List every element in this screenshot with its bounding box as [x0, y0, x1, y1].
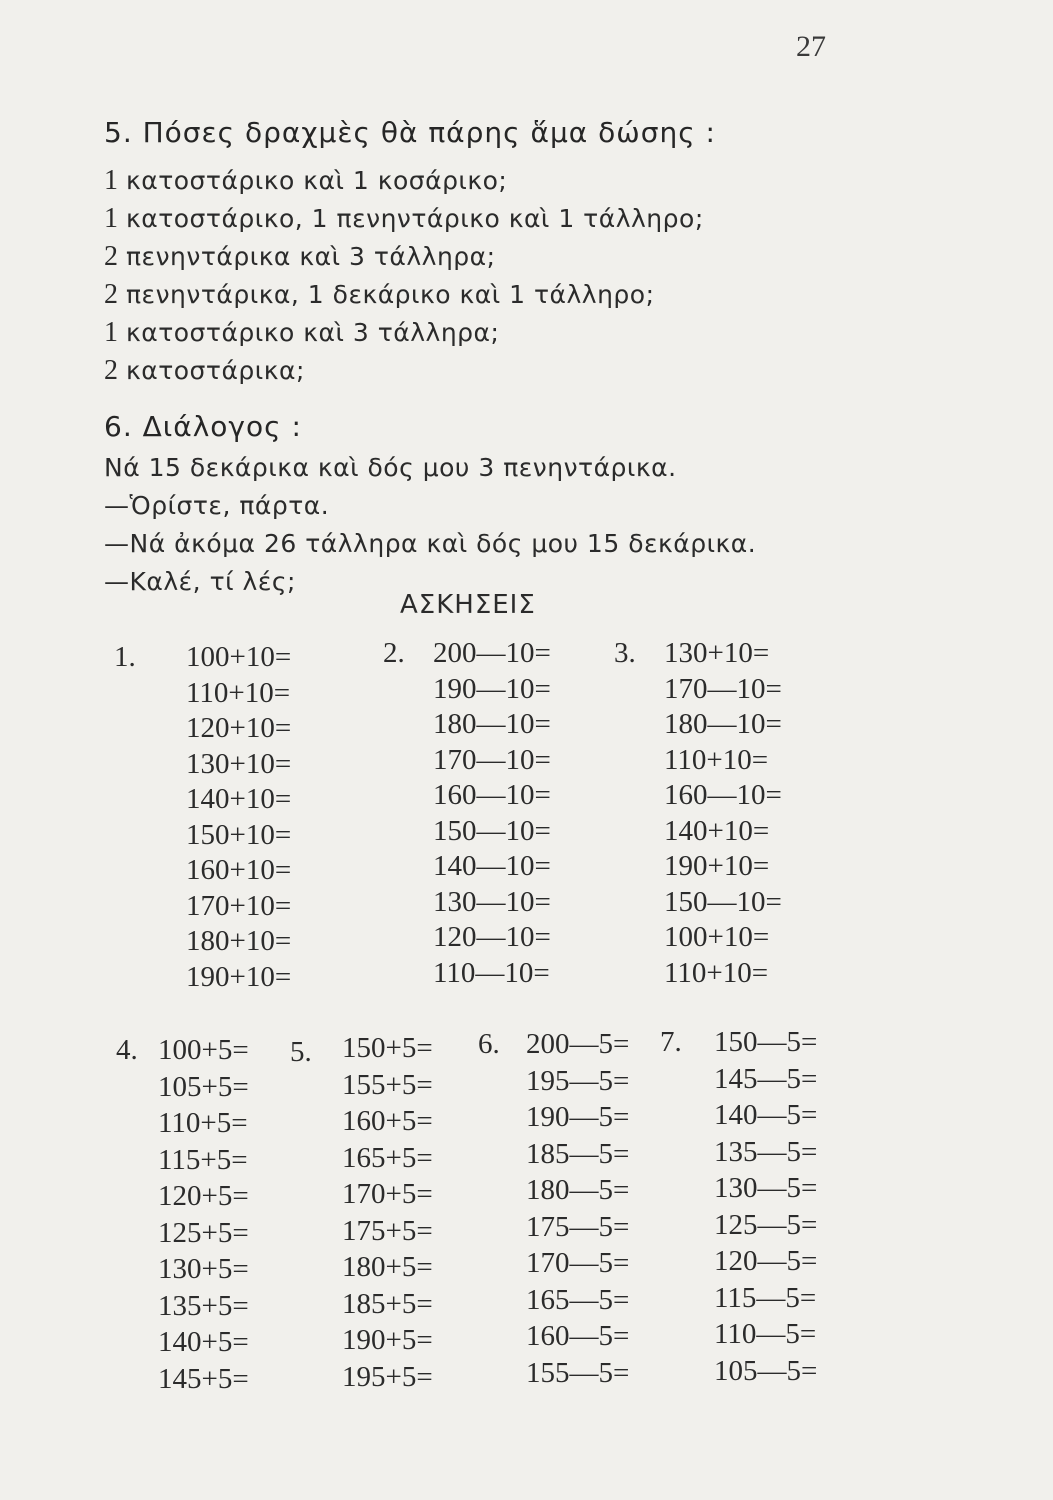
exercise-item: 160+10= — [186, 854, 292, 886]
exercise-item: 150—10= — [664, 885, 782, 918]
exercise-item: 115+5= — [158, 1143, 248, 1176]
exercise-item: 195+5= — [342, 1360, 433, 1393]
exercise-item: 130—10= — [433, 885, 551, 918]
exercise-7 — [660, 1024, 817, 1389]
exercise-label: 5. — [290, 1036, 312, 1068]
exercise-item: 170—10= — [433, 743, 551, 776]
exercise-item: 140—10= — [433, 850, 551, 882]
exercise-6 — [478, 1026, 629, 1391]
exercise-item: 180—10= — [664, 708, 782, 740]
exercise-4 — [116, 1032, 249, 1397]
exercises-title: ΑΣΚΗΣΕΙΣ — [400, 590, 536, 620]
exercise-item: 150—10= — [433, 814, 551, 847]
exercise-item: 180+5= — [342, 1251, 433, 1283]
exercise-item: 150—5= — [714, 1026, 818, 1058]
dialogue-line: —Ὁρίστε, πάρτα. — [104, 491, 330, 520]
exercise-item: 120+10= — [186, 712, 292, 744]
exercise-item: 160+5= — [342, 1105, 433, 1137]
exercise-item: 160—10= — [664, 779, 782, 811]
list-item: 1 κατοστάρικο καὶ 3 τάλληρα; — [104, 317, 500, 348]
exercise-item: 190+10= — [664, 850, 770, 882]
exercise-item: 170+5= — [342, 1178, 433, 1210]
exercise-item: 175—5= — [526, 1210, 630, 1243]
exercise-item: 140+10= — [664, 814, 770, 847]
exercise-item: 130+10= — [186, 747, 292, 780]
exercise-item: 135+5= — [158, 1289, 249, 1322]
list-item: 1 κατοστάρικο καὶ 1 κοσάρικο; — [104, 165, 508, 196]
section-5-heading: 5. Πόσες δραχμὲς θὰ πάρης ἅμα δώσης : — [104, 116, 716, 149]
exercise-2 — [383, 636, 551, 991]
exercise-item: 190—10= — [433, 672, 551, 705]
exercise-item: 120—10= — [433, 921, 551, 953]
exercise-item: 165—5= — [526, 1283, 630, 1316]
exercise-label: 7. — [660, 1026, 682, 1058]
exercise-item: 110+5= — [158, 1107, 248, 1139]
exercise-item: 170+10= — [186, 889, 292, 922]
exercise-item: 165+5= — [342, 1141, 433, 1174]
exercise-item: 145+5= — [158, 1362, 249, 1395]
exercise-item: 195—5= — [526, 1064, 630, 1097]
exercise-item: 110—5= — [714, 1318, 817, 1350]
exercise-item: 130+5= — [158, 1253, 249, 1285]
dialogue-line: Νά 15 δεκάρικα καὶ δός μου 3 πενηντάρικα. — [104, 453, 677, 482]
exercise-item: 170—5= — [526, 1247, 630, 1279]
exercise-item: 140—5= — [714, 1099, 818, 1131]
exercise-item: 185+5= — [342, 1287, 433, 1320]
exercise-item: 140+5= — [158, 1326, 249, 1358]
list-item: 1 κατοστάρικο, 1 πενηντάρικο καὶ 1 τάλληρο; — [104, 203, 704, 234]
exercise-item: 190+5= — [342, 1324, 433, 1356]
exercise-label: 6. — [478, 1028, 500, 1060]
list-item: 2 πενηντάρικα, 1 δεκάρικο καὶ 1 τάλληρο; — [104, 279, 655, 310]
exercise-item: 110+10= — [664, 956, 769, 989]
exercise-item: 155+5= — [342, 1068, 433, 1101]
exercise-label: 3. — [614, 637, 636, 669]
section-6-heading: 6. Διάλογος : — [104, 410, 302, 443]
exercise-item: 170—10= — [664, 672, 782, 705]
exercise-item: 110—10= — [433, 956, 550, 989]
exercise-item: 120+5= — [158, 1180, 249, 1212]
exercise-item: 110+10= — [664, 743, 769, 776]
exercise-item: 115—5= — [714, 1281, 817, 1314]
exercise-item: 130—5= — [714, 1172, 818, 1204]
exercise-item: 100+10= — [664, 921, 770, 953]
exercise-item: 125—5= — [714, 1208, 818, 1241]
exercise-label: 2. — [383, 637, 405, 669]
dialogue-lines — [104, 449, 756, 601]
exercise-item: 180+10= — [186, 925, 292, 957]
exercise-item: 175+5= — [342, 1214, 433, 1247]
exercise-item: 100+5= — [158, 1034, 249, 1066]
exercise-item: 110+10= — [186, 676, 291, 709]
exercise-item: 190+10= — [186, 960, 292, 993]
exercise-item: 185—5= — [526, 1137, 630, 1170]
page-number: 27 — [796, 30, 826, 63]
exercise-item: 125+5= — [158, 1216, 249, 1249]
exercise-item: 150+5= — [342, 1032, 433, 1064]
exercise-3 — [614, 636, 782, 991]
dialogue-line: —Καλέ, τί λές; — [104, 567, 296, 596]
exercise-item: 200—5= — [526, 1028, 630, 1060]
exercise-item: 150+10= — [186, 818, 292, 851]
exercise-item: 135—5= — [714, 1135, 818, 1168]
list-item: 2 κατοστάρικα; — [104, 355, 305, 386]
exercise-item: 105—5= — [714, 1354, 818, 1387]
exercise-item: 180—5= — [526, 1174, 630, 1206]
exercise-item: 145—5= — [714, 1062, 818, 1095]
exercise-item: 180—10= — [433, 708, 551, 740]
exercise-label: 4. — [116, 1034, 138, 1066]
exercise-item: 140+10= — [186, 783, 292, 815]
section-5-lines — [104, 162, 704, 390]
exercise-item: 160—5= — [526, 1320, 630, 1352]
exercise-item: 190—5= — [526, 1101, 630, 1133]
dialogue-line: —Νά ἀκόμα 26 τάλληρα καὶ δός μου 15 δεκάρικα. — [104, 529, 757, 558]
exercise-item: 130+10= — [664, 637, 770, 669]
exercise-item: 105+5= — [158, 1070, 249, 1103]
exercise-item: 120—5= — [714, 1245, 818, 1277]
exercise-item: 160—10= — [433, 779, 551, 811]
list-item: 2 πενηντάρικα καὶ 3 τάλληρα; — [104, 241, 496, 272]
exercise-1 — [114, 640, 291, 995]
exercise-5 — [290, 1030, 433, 1395]
exercise-item: 100+10= — [186, 641, 292, 673]
exercise-item: 200—10= — [433, 637, 551, 669]
exercise-label: 1. — [114, 641, 136, 673]
exercise-item: 155—5= — [526, 1356, 630, 1389]
